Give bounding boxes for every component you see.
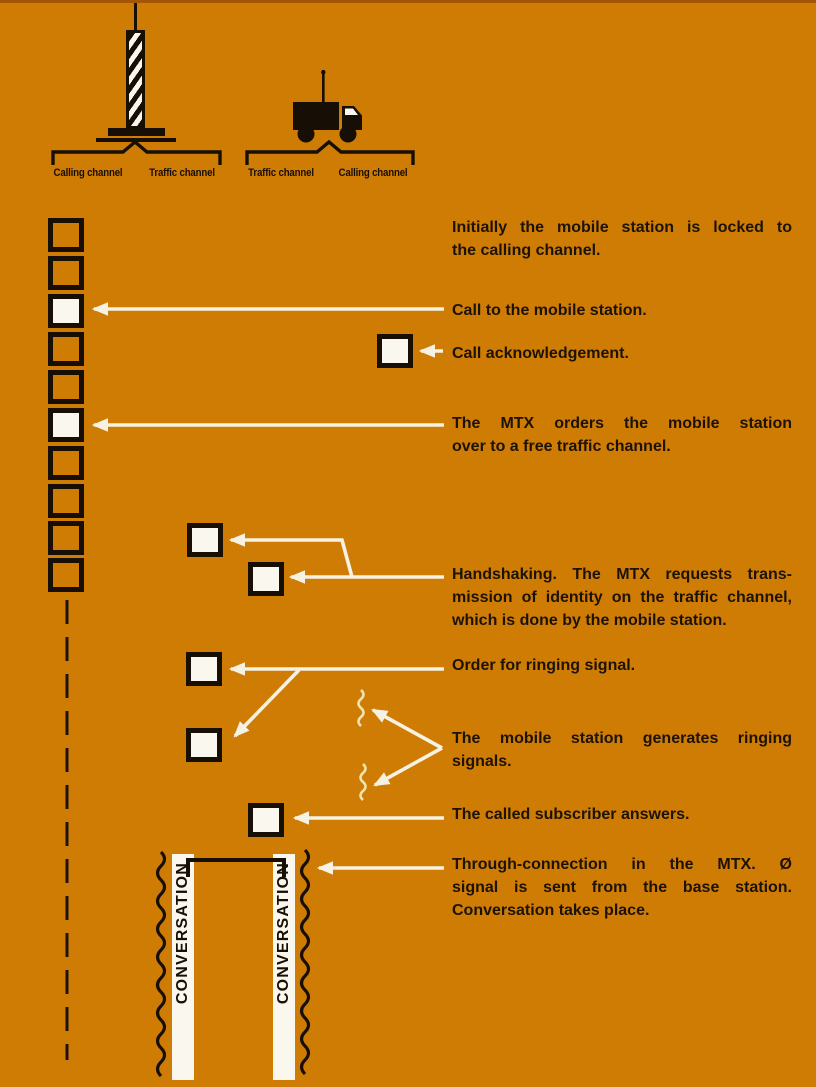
annotation-line: Handshaking. The MTX requests trans-: [452, 566, 792, 583]
page-top-edge: [0, 0, 816, 3]
calling-channel-slot: [48, 558, 84, 592]
conversation-label: CONVERSATION: [275, 862, 292, 1005]
ringing-squiggle-top: [359, 690, 364, 726]
calling-channel-slot-order: [48, 408, 84, 442]
annotation-line: The MTX orders the mobile station: [452, 415, 792, 432]
conversation-bar-left: [172, 854, 194, 1080]
antenna-base: [108, 128, 165, 136]
annotation-line: Call acknowledgement.: [452, 345, 629, 362]
annotation-initial-lock: [452, 216, 792, 262]
annotation-line: Through-connection in the MTX. Ø: [452, 856, 792, 873]
channel-label-ms-traffic: Traffic channel: [248, 167, 314, 179]
calling-channel-slot: [48, 218, 84, 252]
annotation-line: The called subscriber answers.: [452, 806, 690, 823]
conversation-left-zigzag: [158, 852, 165, 1076]
annotation-ringing-signals: [452, 727, 792, 773]
channel-label-bs-calling: Calling channel: [53, 167, 123, 179]
annotation-line: over to a free traffic channel.: [452, 438, 671, 455]
calling-channel-slot: [48, 446, 84, 480]
calling-channel-slot-call: [48, 294, 84, 328]
arrow-ring-order-branch: [235, 670, 299, 736]
annotation-through-connection: [452, 853, 792, 922]
calling-channel-slot: [48, 484, 84, 518]
mobile-station-truck-icon: [292, 70, 366, 144]
calling-channel-slot: [48, 370, 84, 404]
annotation-mtx-order: [452, 412, 792, 458]
annotation-line: The mobile station generates ringing: [452, 730, 792, 747]
handshake-square-2: [248, 562, 284, 596]
annotation-line: the calling channel.: [452, 242, 601, 259]
calling-channel-slot: [48, 332, 84, 366]
annotation-line: Call to the mobile station.: [452, 302, 647, 319]
annotation-line: mission of identity on the traffic channel,: [452, 589, 792, 606]
antenna-rod: [134, 3, 137, 31]
ring-order-square: [186, 652, 222, 686]
conversation-bar-right: [273, 854, 295, 1080]
channel-label-bs-traffic: Traffic channel: [149, 167, 215, 179]
arrow-ringing-upper: [373, 710, 442, 748]
base-station-bracket: [53, 142, 220, 165]
antenna-mast: [126, 30, 145, 129]
annotation-line: signal is sent from the base station.: [452, 879, 792, 896]
annotation-line: Initially the mobile station is locked to: [452, 219, 792, 236]
annotation-line: Order for ringing signal.: [452, 657, 636, 674]
mobile-station-bracket: [247, 142, 413, 165]
annotation-subscriber-answers: [452, 803, 792, 826]
annotation-call-ack: [452, 342, 792, 365]
calling-channel-slot: [48, 256, 84, 290]
call-ack-square: [377, 334, 413, 368]
handshake-square-1: [187, 523, 223, 557]
conversation-bracket: [188, 860, 284, 877]
annotation-line: which is done by the mobile station.: [452, 612, 727, 629]
annotation-line: Conversation takes place.: [452, 902, 650, 919]
conversation-label: CONVERSATION: [174, 862, 191, 1005]
conversation-right-zigzag: [302, 850, 309, 1074]
calling-channel-slot: [48, 521, 84, 555]
answer-square: [248, 803, 284, 837]
antenna-ground-line: [96, 138, 176, 142]
annotation-line: signals.: [452, 753, 512, 770]
channel-label-ms-calling: Calling channel: [338, 167, 408, 179]
annotation-ring-order: [452, 654, 792, 677]
annotation-handshaking: [452, 563, 792, 632]
ring-generate-square: [186, 728, 222, 762]
arrow-ringing-lower: [375, 748, 442, 785]
annotation-call-to-mobile: [452, 299, 792, 322]
ringing-squiggle-bottom: [361, 764, 366, 800]
